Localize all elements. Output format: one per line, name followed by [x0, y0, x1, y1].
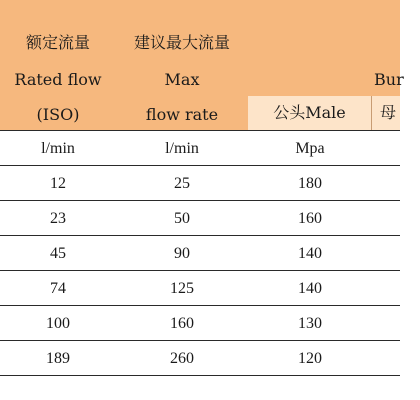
- table-row: [0, 305, 400, 340]
- table-row: [0, 235, 400, 270]
- male-pressure-cell: 180: [298, 175, 322, 192]
- burst-pressure-heading: Bur: [374, 70, 404, 89]
- unit-max-flow: l/min: [165, 140, 199, 157]
- max-flow-cell: 125: [170, 280, 194, 297]
- max-flow-cell: 160: [170, 315, 194, 332]
- male-coupling-heading: 公头Male: [248, 96, 372, 130]
- max-flow-cell: 50: [174, 210, 190, 227]
- rated-flow-cell: 74: [50, 280, 66, 297]
- male-pressure-cell: 130: [298, 315, 322, 332]
- table-row: [0, 165, 400, 200]
- max-flow-cell: 25: [174, 175, 190, 192]
- flow-rate-heading: flow rate: [145, 105, 219, 124]
- units-row: [0, 130, 400, 165]
- rated-flow-standard-heading: (ISO): [36, 105, 80, 124]
- table-row: [0, 340, 400, 375]
- max-flow-cell: 90: [174, 245, 190, 262]
- unit-pressure: Mpa: [295, 140, 325, 157]
- female-coupling-heading: 母: [380, 103, 397, 122]
- rated-flow-cell: 189: [46, 350, 70, 367]
- male-pressure-cell: 120: [298, 350, 322, 367]
- rated-flow-en-heading: Rated flow: [14, 70, 102, 89]
- male-pressure-cell: 140: [298, 245, 322, 262]
- max-flow-cell: 260: [170, 350, 194, 367]
- male-pressure-cell: 140: [298, 280, 322, 297]
- rated-flow-cell: 23: [50, 210, 66, 227]
- unit-rated-flow: l/min: [41, 140, 75, 157]
- table-row: [0, 200, 400, 235]
- rated-flow-cell: 45: [50, 245, 66, 262]
- table-row: [0, 270, 400, 305]
- rated-flow-cn-heading: 额定流量: [25, 33, 90, 52]
- male-pressure-cell: 160: [298, 210, 322, 227]
- max-flow-cn-heading: 建议最大流量: [133, 33, 230, 52]
- rated-flow-cell: 12: [50, 175, 66, 192]
- rated-flow-cell: 100: [46, 315, 70, 332]
- max-flow-en-heading: Max: [164, 70, 200, 89]
- table-bottom-rule: [0, 375, 400, 376]
